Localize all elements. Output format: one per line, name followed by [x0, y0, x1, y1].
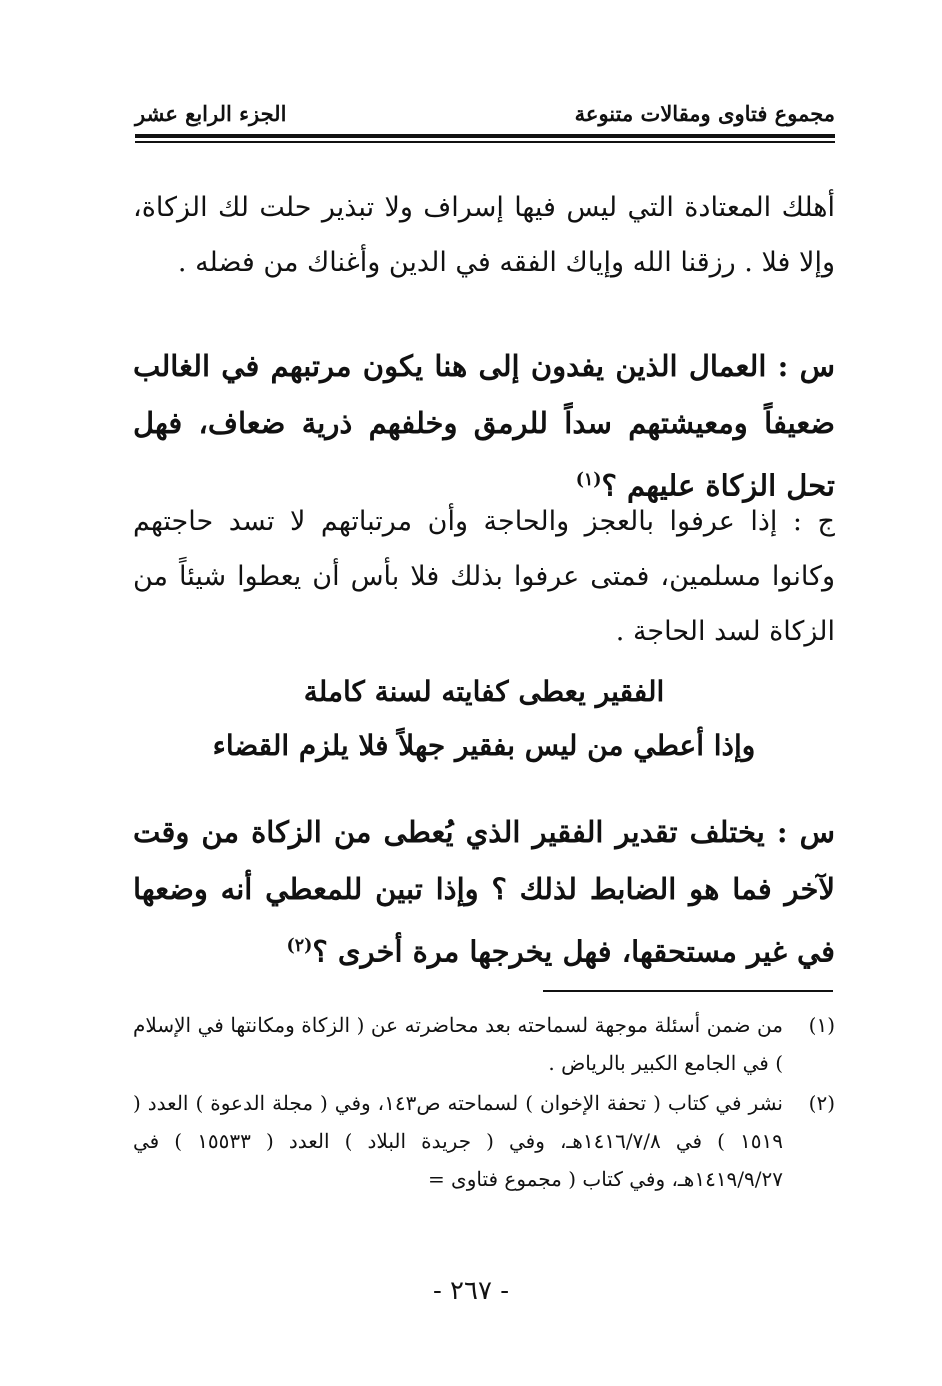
book-title: مجموع فتاوى ومقالات متنوعة: [574, 100, 835, 126]
footnote-1: [133, 1006, 835, 1082]
footnote-ref-2: (٢): [286, 936, 313, 956]
footnote-1-number: (١): [808, 1013, 835, 1037]
question-2-text: س : يختلف تقدير الفقير الذي يُعطى من الزكاة من وقت لآخر فما هو الضابط لذلك ؟ وإذا تبين للمعطي أنه وضعها في غير مستحقها، فهل يخرجها مرة أخرى ؟: [133, 815, 835, 969]
section-title-line-1: الفقير يعطى كفايته لسنة كاملة: [303, 675, 665, 708]
paragraph-continuation: أهلك المعتادة التي ليس فيها إسراف ولا تبذير حلت لك الزكاة، وإلا فلا . رزقنا الله وإياك الفقه في الدين وأغناك من فضله .: [133, 192, 835, 278]
footnote-2-number: (٢): [808, 1091, 835, 1115]
question-1: [133, 338, 875, 515]
running-header: [135, 98, 835, 128]
question-1-text: س : العمال الذين يفدون إلى هنا يكون مرتبهم في الغالب ضعيفاً ومعيشتهم سداً للرمق وخلفهم ذرية ضعاف، فهل تحل الزكاة عليهم ؟: [133, 349, 835, 503]
footnote-2-text: نشر في كتاب ( تحفة الإخوان ) لسماحته ص١٤٣، وفي ( مجلة الدعوة ) العدد ( ١٥١٩ ) في ١٤١٦/٧/٨هـ، وفي ( جريدة البلاد ) العدد ( ١٥٥٣٣ ) في ١٤١٩/٩/٢٧هـ، وفي كتاب ( مجموع فتاوى =: [133, 1091, 784, 1191]
answer-1: ج : إذا عرفوا بالعجز والحاجة وأن مرتباتهم لا تسد حاجتهم وكانوا مسلمين، فمتى عرفوا بذلك فلا بأس أن يعطوا شيئاً من الزكاة لسد الحاجة .: [133, 506, 835, 647]
page-number: - ٢٦٧ -: [432, 1276, 510, 1306]
footnote-separator: [543, 990, 833, 992]
section-title-line-2: وإذا أعطي من ليس بفقير جهلاً فلا يلزم القضاء: [212, 729, 756, 762]
question-2: [133, 804, 875, 981]
header-rule-thin: [135, 141, 835, 143]
footnote-ref-1: (١): [575, 470, 602, 490]
footnote-2: [133, 1084, 835, 1198]
volume-label: الجزء الرابع عشر: [135, 100, 287, 126]
footnote-1-text: من ضمن أسئلة موجهة لسماحته بعد محاضرته عن ( الزكاة ومكانتها في الإسلام ) في الجامع الكبير بالرياض .: [133, 1013, 783, 1075]
header-rule-thick: [135, 134, 835, 138]
